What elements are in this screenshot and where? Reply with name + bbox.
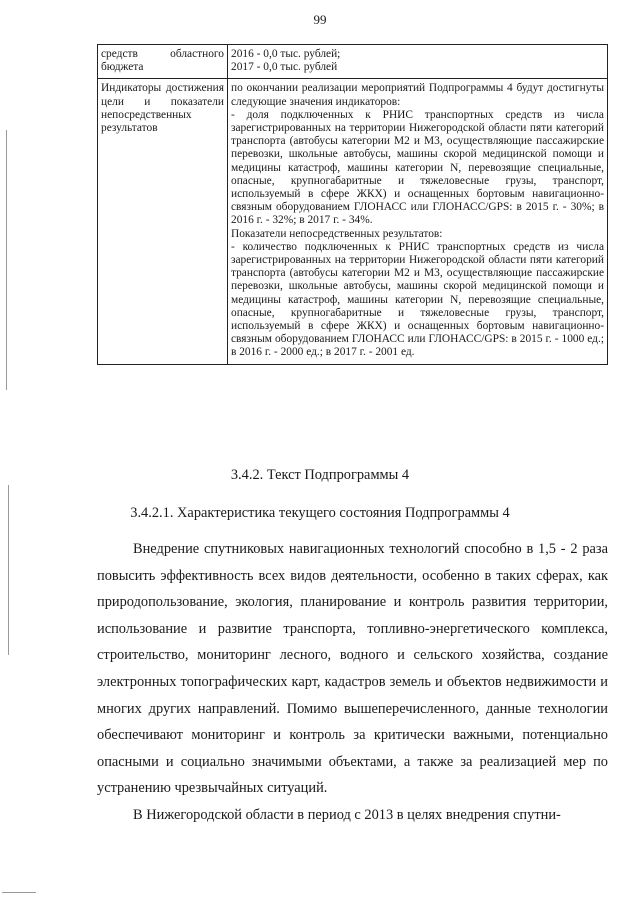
indicators-intro: по окончании реализации мероприятий Подпрограммы 4 будут достигнуты следующие значения индикаторов: xyxy=(231,82,604,108)
program-passport-table xyxy=(97,44,608,365)
table-row-label: средств областного бюджета xyxy=(98,45,228,79)
table-row-value xyxy=(228,45,608,79)
paragraph: В Нижегородской области в период с 2013 в целях внедрения спутни- xyxy=(133,806,561,823)
funding-line-2017: 2017 - 0,0 тыс. рублей xyxy=(231,61,338,74)
table-row-label: Индикаторы достижения цели и показатели непосредственных результатов xyxy=(98,79,228,364)
scan-edge-mark xyxy=(2,892,36,893)
scan-edge-mark xyxy=(8,485,9,655)
table-row xyxy=(98,45,608,79)
table-row-value xyxy=(228,79,608,364)
funding-line-2016: 2016 - 0,0 тыс. рублей; xyxy=(231,48,341,60)
indicator-item: - доля подключенных к РНИС транспортных средств из числа зарегистрированных на территории Нижегородской области пяти категорий транспорта (автобусы категории М2 и М3, осуществляющие пассажирские перевозки, школьные автобусы, машины скорой медицинской помощи и медицины катастроф, машины категории N, перевозящие специальные, опасные, крупногабаритные и тяжеловесные грузы, транспорт, используемый в сфере ЖКХ) и оснащенных бортовым навигационно-связным оборудованием ГЛОНАСС или ГЛОНАСС/GPS: в 2015 г. - 30%; в 2016 г. - 32%; в 2017 г. - 34%. xyxy=(231,108,604,227)
body-text xyxy=(97,536,608,829)
scan-edge-mark xyxy=(6,130,7,390)
section-heading: 3.4.2. Текст Подпрограммы 4 xyxy=(230,467,410,483)
paragraph: Внедрение спутниковых навигационных технологий способно в 1,5 - 2 раза повысить эффективность всех видов деятельности, особенно в таких сферах, как природопользование, экология, планирование и контроль развития территории, использование и развитие транспорта, топливно-энергетического комплекса, строительство, мониторинг лесного, водного и сельского хозяйства, создание электронных топографических карт, кадастров земель и объектов недвижимости и многих других направлений. Помимо вышеперечисленного, данные технологии обеспечивают мониторинг и контроль за критически важными, потенциально опасными и социально значимыми объектами, а также за реализацией мер по устранению чрезвычайных ситуаций. xyxy=(97,541,608,797)
subsection-heading: 3.4.2.1. Характеристика текущего состояния Подпрограммы 4 xyxy=(130,505,510,521)
result-item: - количество подключенных к РНИС транспортных средств из числа зарегистрированных на территории Нижегородской области пяти категорий транспорта (автобусы категории М2 и М3, осуществляющие пассажирские перевозки, школьные автобусы, машины скорой медицинской помощи и медицины катастроф, машины категории N, перевозящие специальные, опасные, крупногабаритные и тяжеловесные грузы, транспорт, используемый в сфере ЖКХ) и оснащенных бортовым навигационно-связным оборудованием ГЛОНАСС или ГЛОНАСС/GPS: в 2015 г. - 1000 ед.; в 2016 г. - 2000 ед.; в 2017 г. - 2001 ед. xyxy=(231,240,604,359)
table-row xyxy=(98,79,608,364)
results-header: Показатели непосредственных результатов: xyxy=(231,227,443,240)
page-number: 99 xyxy=(313,12,327,27)
